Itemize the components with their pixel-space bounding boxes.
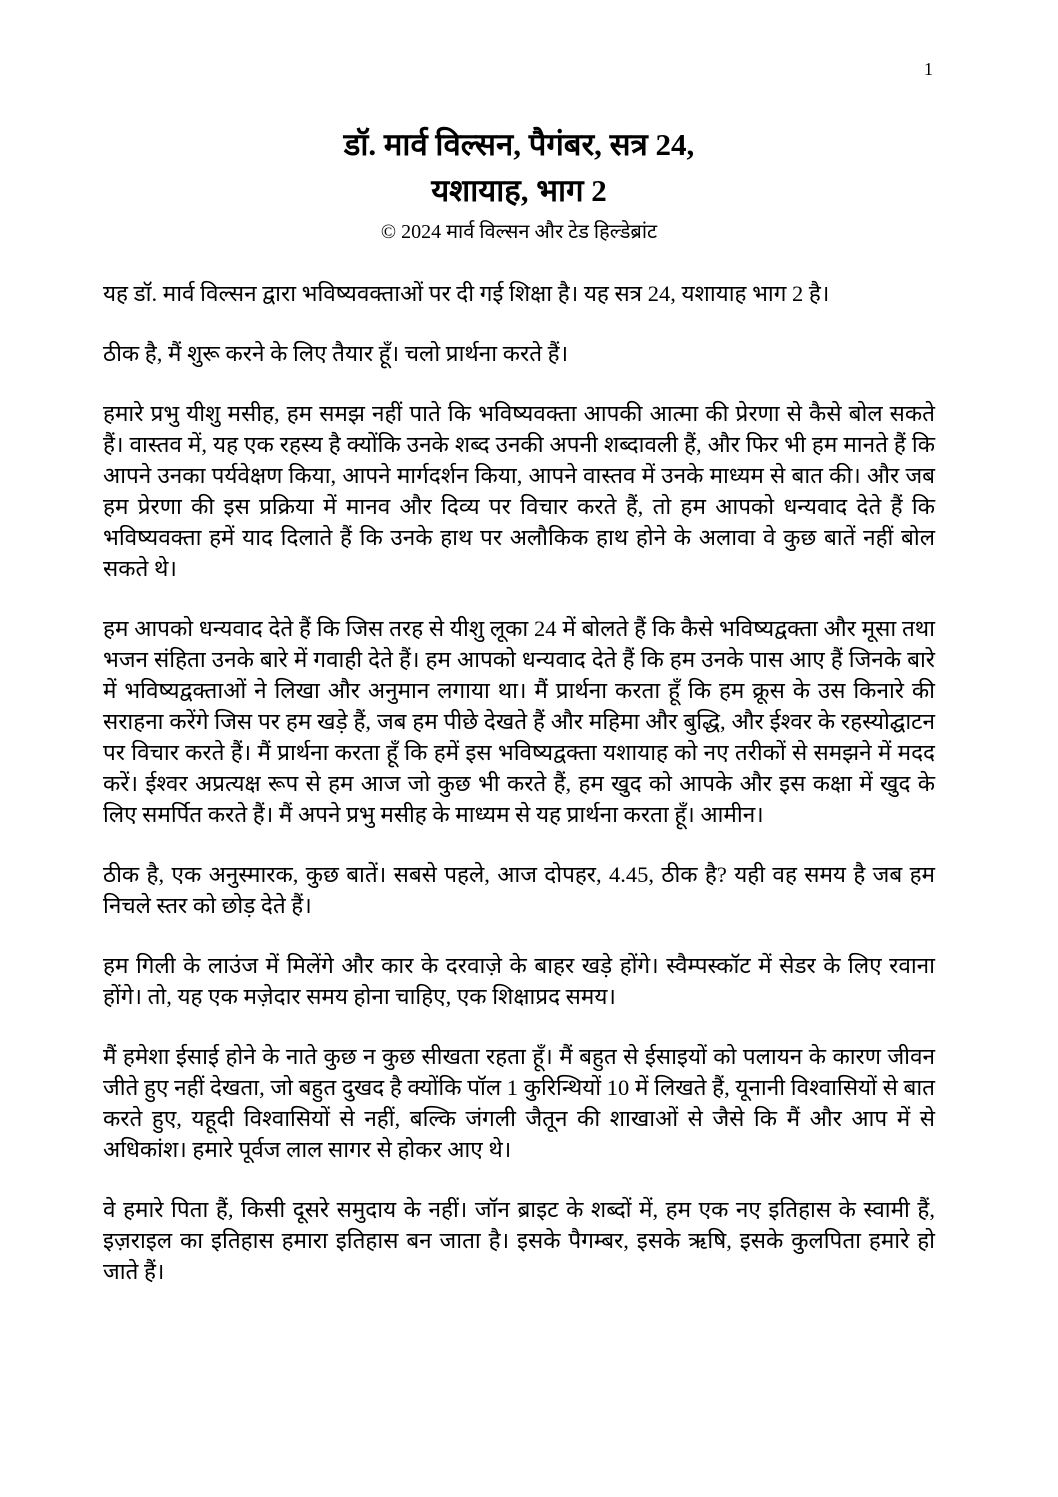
paragraph: वे हमारे पिता हैं, किसी दूसरे समुदाय के नहीं। जॉन ब्राइट के शब्दों में, हम एक नए इतिहास के स्वामी हैं, इज़राइल का इतिहास हमारा इतिहास बन जाता है। इसके पैगम्बर, इसके ऋषि, इसके कुलपिता हमारे हो जाते हैं। [103, 1197, 935, 1284]
document-title-line2: यशायाह, भाग 2 [431, 173, 607, 208]
paragraph: ठीक है, एक अनुस्मारक, कुछ बातें। सबसे पहले, आज दोपहर, 4.45, ठीक है? यही वह समय है जब हम निचले स्तर को छोड़ देते हैं। [103, 862, 935, 918]
paragraph: ठीक है, मैं शुरू करने के लिए तैयार हूँ। चलो प्रार्थना करते हैं। [103, 341, 569, 366]
paragraph: मैं हमेशा ईसाई होने के नाते कुछ न कुछ सीखता रहता हूँ। मैं बहुत से ईसाइयों को पलायन के कारण जीवन जीते हुए नहीं देखता, जो बहुत दुखद है क्योंकि पॉल 1 कुरिन्थियों 10 में लिखते हैं, यूनानी विश्वासियों से बात करते हुए, यहूदी विश्वासियों से नहीं, बल्कि जंगली जैतून की शाखाओं से जैसे कि मैं और आप में से अधिकांश। हमारे पूर्वज लाल सागर से होकर आए थे। [103, 1044, 935, 1162]
paragraph: यह डॉ. मार्व विल्सन द्वारा भविष्यवक्ताओं पर दी गई शिक्षा है। यह सत्र 24, यशायाह भाग 2 है। [103, 281, 830, 306]
paragraph: हम आपको धन्यवाद देते हैं कि जिस तरह से यीशु लूका 24 में बोलते हैं कि कैसे भविष्यद्वक्ता और मूसा तथा भजन संहिता उनके बारे में गवाही देते हैं। हम आपको धन्यवाद देते हैं कि हम उनके पास आए हैं जिनके बारे में भविष्यद्वक्ताओं ने लिखा और अनुमान लगाया था। मैं प्रार्थना करता हूँ कि हम क्रूस के उस किनारे की सराहना करेंगे जिस पर हम खड़े हैं, जब हम पीछे देखते हैं और महिमा और बुद्धि, और ईश्वर के रहस्योद्घाटन पर विचार करते हैं। मैं प्रार्थना करता हूँ कि हमें इस भविष्यद्वक्ता यशायाह को नए तरीकों से समझने में मदद करें। ईश्वर अप्रत्यक्ष रूप से हम आज जो कुछ भी करते हैं, हम खुद को आपके और इस कक्षा में खुद के लिए समर्पित करते हैं। मैं अपने प्रभु मसीह के माध्यम से यह प्रार्थना करता हूँ। आमीन। [103, 616, 935, 827]
paragraph: हमारे प्रभु यीशु मसीह, हम समझ नहीं पाते कि भविष्यवक्ता आपकी आत्मा की प्रेरणा से कैसे बोल सकते हैं। वास्तव में, यह एक रहस्य है क्योंकि उनके शब्द उनकी अपनी शब्दावली हैं, और फिर भी हम मानते हैं कि आपने उनका पर्यवेक्षण किया, आपने मार्गदर्शन किया, आपने वास्तव में उनके माध्यम से बात की। और जब हम प्रेरणा की इस प्रक्रिया में मानव और दिव्य पर विचार करते हैं, तो हम आपको धन्यवाद देते हैं कि भविष्यवक्ता हमें याद दिलाते हैं कि उनके हाथ पर अलौकिक हाथ होने के अलावा वे कुछ बातें नहीं बोल सकते थे। [103, 401, 935, 581]
document-content [103, 122, 935, 1316]
document-title [103, 122, 935, 214]
document-title-line1: डॉ. मार्व विल्सन, पैगंबर, सत्र 24, [343, 127, 695, 162]
paragraph: हम गिली के लाउंज में मिलेंगे और कार के दरवाज़े के बाहर खड़े होंगे। स्वैम्पस्कॉट में सेडर के लिए रवाना होंगे। तो, यह एक मज़ेदार समय होना चाहिए, एक शिक्षाप्रद समय। [103, 953, 935, 1009]
copyright-line: © 2024 मार्व विल्सन और टेड हिल्डेब्रांट [380, 221, 658, 243]
paragraphs-container [103, 278, 935, 1287]
page-number: 1 [924, 59, 933, 79]
